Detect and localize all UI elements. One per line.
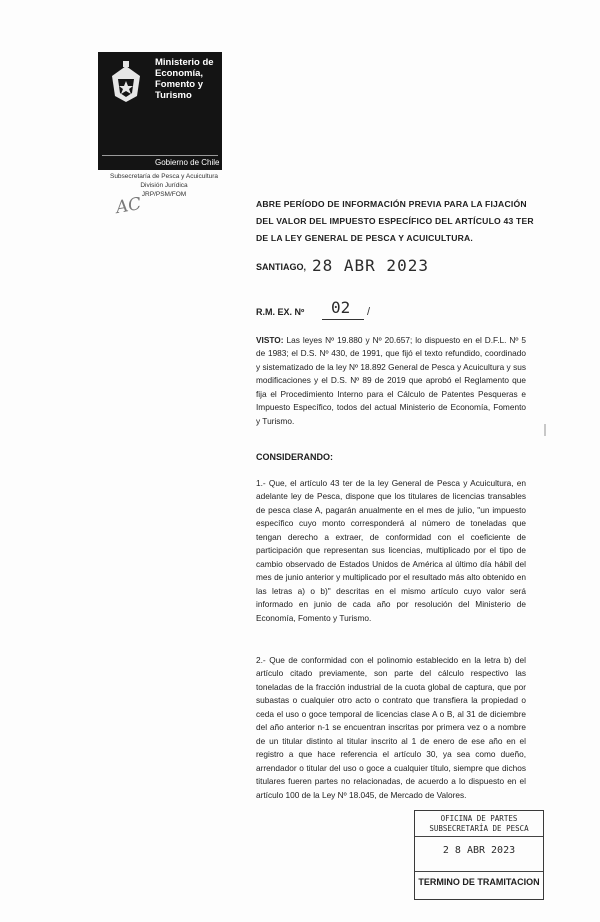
ministry-name-line: Fomento y [155, 79, 204, 90]
scan-mark [544, 424, 546, 436]
resolution-slash: / [367, 306, 371, 318]
stamp-divider [415, 871, 543, 872]
office-header [98, 172, 230, 199]
stamp-office-line: SUBSECRETARÍA DE PESCA [429, 824, 529, 833]
receipt-stamp [414, 810, 544, 900]
resolution-title: ABRE PERÍODO DE INFORMACIÓN PREVIA PARA LA FIJACIÓN DEL VALOR DEL IMPUESTO ESPECÍFICO DEL ARTÍCULO 43 TER DE LA LEY GENERAL DE PESCA Y ACUICULTURA. [256, 199, 534, 243]
visto-label: VISTO: [256, 335, 284, 345]
considerando-paragraph-2: 2.- Que de conformidad con el polinomio establecido en la letra b) del artículo citado previamente, son parte del cálculo respectivo las toneladas de la fracción industrial de la cuota global de captura, que por subastas o cualquier otro acto o contrato que transfiera la propiedad o ceda el uso o goce temporal de licencias clase A o B, al 31 de diciembre del año anterior n-1 se encuentran inscritas por primera vez o a nombre de un titular distinto al titular inscrito al 1 de enero de ese año en el registro a que hace referencia el artículo 30, ya sea como dueño, arrendador o titular del uso o goce a cualquier título, siempre que dichos titulares fueren partes no relacionadas, de acuerdo a lo dispuesto en el artículo 100 de la Ley Nº 18.045, de Mercado de Valores. [256, 655, 526, 800]
ministry-name [155, 57, 221, 101]
stamp-office [415, 814, 543, 834]
resolution-underline [322, 319, 364, 320]
stamp-divider [415, 836, 543, 837]
stamp-footer: TERMINO DE TRAMITACION [418, 877, 540, 887]
considerando-paragraph-1: 1.- Que, el artículo 43 ter de la ley General de Pesca y Acuicultura, en adelante ley de Pesca, dispone que los titulares de licencias transables de pesca clase A, pagarán anualmente en el mes de julio, "un impuesto específico cuyo monto corresponderá al número de toneladas que tengan derecho a extraer, de conformidad con el coeficiente de participación que representan sus licencias, multiplicado por el tipo de cambio observado de Estados Unidos de América al último día hábil del mes de junio anterior y multiplicado por el resultado más alto obtenido en las letras a) o b)" descritas en el mismo artículo cuyo valor será informado en junio de cada año por resolución del Ministerio de Economía, Fomento y Turismo. [256, 478, 526, 623]
ministry-name-line: Economía, [155, 68, 204, 79]
resolution-number: 02 [331, 298, 351, 317]
stamp-date: 2 8 ABR 2023 [442, 845, 516, 856]
reference-code: JRP/PSM/FOM [141, 191, 187, 198]
stamp-office-line: OFICINA DE PARTES [440, 814, 518, 823]
division-label: División Jurídica [140, 182, 188, 189]
visto-paragraph [256, 334, 526, 428]
ministry-name-line: Turismo [155, 90, 192, 101]
considerando-heading: CONSIDERANDO: [256, 452, 334, 462]
resolution-label: R.M. EX. Nº [256, 307, 305, 317]
place-label: SANTIAGO, [256, 262, 307, 272]
ministry-name-line: Ministerio de [155, 57, 214, 68]
government-label: Gobierno de Chile [155, 158, 220, 167]
handwritten-initials: AC [114, 193, 143, 219]
subsecretaria-label: Subsecretaría de Pesca y Acuicultura [109, 173, 219, 180]
date-stamp: 28 ABR 2023 [312, 256, 429, 275]
logo-divider [102, 155, 218, 156]
coat-of-arms-icon [106, 60, 146, 104]
visto-text: Las leyes Nº 19.880 y Nº 20.657; lo dispuesto en el D.F.L. Nº 5 de 1983; el D.S. Nº 430, de 1991, que fijó el texto refundido, coordinado y sistematizado de la ley Nº 18.892 General de Pesca y Acuicultura y sus modificaciones y el D.S. Nº 89 de 2019 que aprobó el Reglamento que fija el Procedimiento Interno para el Cálculo de Patentes Pesqueras e Impuesto Específico, todos del actual Ministerio de Economía, Fomento y Turismo. [256, 335, 526, 426]
ministry-logo [98, 52, 222, 170]
